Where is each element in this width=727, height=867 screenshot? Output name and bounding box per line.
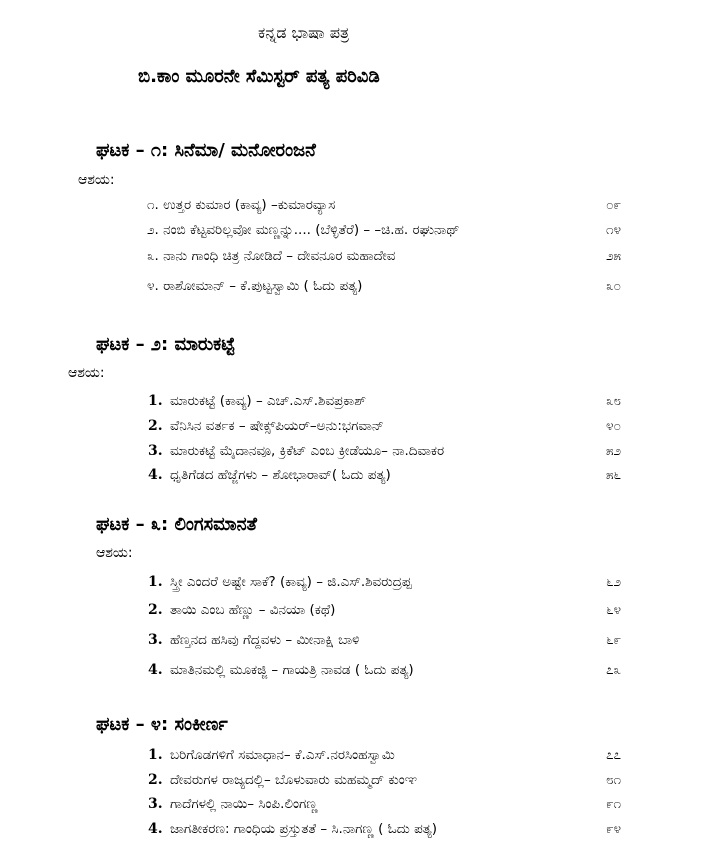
item-text: ಮಾರುಕಟ್ಟೆ ಮೈದಾನವೂ, ಕ್ರಿಕೆಟ್ ಎಂಬ ಕ್ರೀಡೆಯೂ– ನಾ.ದಿವಾಕರ xyxy=(170,443,445,459)
list-item xyxy=(0,772,727,794)
unit-heading: ಘಟಕ – ೪: ಸಂಕೀರ್ಣ xyxy=(96,714,228,735)
page-number: ೯೧ xyxy=(606,796,622,812)
list-item xyxy=(0,222,727,244)
item-number: 3. xyxy=(148,443,163,459)
item-number: 1. xyxy=(148,393,163,409)
item-number: 4. xyxy=(148,821,163,837)
page-number: ೫೬ xyxy=(606,467,622,483)
page-number: ೨೫ xyxy=(606,248,622,264)
list-item xyxy=(0,278,727,300)
item-text: ೧. ಉತ್ತರ ಕುಮಾರ (ಕಾವ್ಯ) –ಕುಮಾರವ್ಯಾಸ xyxy=(147,197,336,213)
objective-label: ಆಶಯ: xyxy=(78,172,115,188)
unit-heading: ಘಟಕ – ೨: ಮಾರುಕಟ್ಟೆ xyxy=(96,334,236,355)
item-number: 2. xyxy=(148,772,163,788)
item-number: 4. xyxy=(148,467,163,483)
item-text: ಹೆಣ್ತನದ ಹಸಿವು ಗೆದ್ದವಳು – ಮೀನಾಕ್ಷಿ ಬಾಳಿ xyxy=(170,632,360,648)
page-number: ೩೦ xyxy=(606,278,622,294)
page-number: ೩೮ xyxy=(606,393,622,409)
list-item xyxy=(0,443,727,465)
item-text: ೨. ನಂಬಿ ಕೆಟ್ಟವರಿಲ್ಲವೋ ಮಣ್ಣನ್ನು.... (ಬೆಳ್ಳಿತೆರೆ) – –ಚಿ.ಹ. ರಘುನಾಥ್ xyxy=(147,222,460,238)
page-number: ೬೪ xyxy=(606,602,622,618)
unit-heading: ಘಟಕ – ೧: ಸಿನೆಮಾ/ ಮನೋರಂಜನೆ xyxy=(96,140,316,161)
page-number: ೫೨ xyxy=(606,443,622,459)
item-number: 3. xyxy=(148,632,163,648)
page-title: ಕನ್ನಡ ಭಾಷಾ ಪತ್ರ xyxy=(258,23,350,42)
page-number: ೬೯ xyxy=(606,632,622,648)
item-number: 3. xyxy=(148,796,163,812)
list-item xyxy=(0,662,727,684)
item-text: ಧೃತಿಗೆಡದ ಹೆಜ್ಜೆಗಳು – ಶೋಭಾರಾವ್( ಓದು ಪತ್ಯ) xyxy=(170,467,391,483)
list-item xyxy=(0,467,727,489)
list-item xyxy=(0,602,727,624)
item-text: ೩. ನಾನು ಗಾಂಧಿ ಚಿತ್ರ ನೋಡಿದೆ – ದೇವನೂರ ಮಹಾದೇವ xyxy=(147,248,396,264)
item-text: ಸ್ತ್ರೀ ಎಂದರೆ ಅಷ್ಟೇ ಸಾಕೆ? (ಕಾವ್ಯ) – ಜಿ.ಎಸ್.ಶಿವರುದ್ರಪ್ಪ xyxy=(170,574,412,590)
item-number: 2. xyxy=(148,602,163,618)
item-text: ವೆನಿಸಿನ ವರ್ತಕ – ಷೇಕ್ಸ್‌ಪಿಯರ್–ಅನು:ಭಗವಾನ್ xyxy=(170,418,384,434)
unit-heading: ಘಟಕ – ೩: ಲಿಂಗಸಮಾನತೆ xyxy=(96,514,257,535)
item-text: ಮಾತಿನಮಲ್ಲಿ ಮೂಕಜ್ಜಿ – ಗಾಯತ್ರಿ ನಾವಡ ( ಓದು ಪತ್ಯ) xyxy=(170,662,414,678)
item-number: 2. xyxy=(148,418,163,434)
item-text: ದೇವರುಗಳ ರಾಜ್ಯದಲ್ಲಿ– ಬೊಳುವಾರು ಮಹಮ್ಮದ್ ಕುಂಞ xyxy=(170,772,418,788)
page-number: ೭೩ xyxy=(606,662,622,678)
page-subtitle: ಬಿ.ಕಾಂ ಮೂರನೇ ಸೆಮಿಸ್ಟರ್ ಪತ್ಯ ಪರಿವಿಡಿ xyxy=(138,66,380,87)
list-item xyxy=(0,574,727,596)
item-text: ಜಾಗತೀಕರಣ: ಗಾಂಧಿಯ ಪ್ರಸ್ತುತತೆ – ಸಿ.ನಾಗಣ್ಣ ( ಓದು ಪತ್ಯ) xyxy=(170,821,438,837)
item-text: ಗಾದೆಗಳಲ್ಲಿ ನಾಯಿ– ಸಿಂಪಿ.ಲಿಂಗಣ್ಣ xyxy=(170,796,318,812)
item-number: 1. xyxy=(148,747,163,763)
item-text: ೪. ರಾಶೋಮಾನ್ – ಕೆ.ಪುಟ್ಟಸ್ವಾಮಿ ( ಓದು ಪತ್ಯ) xyxy=(147,278,363,294)
item-number: 4. xyxy=(148,662,163,678)
objective-label: ಆಶಯ: xyxy=(68,365,105,381)
list-item xyxy=(0,248,727,270)
page-number: ೧೪ xyxy=(606,222,622,238)
list-item xyxy=(0,796,727,818)
list-item xyxy=(0,197,727,219)
page-number: ೮೧ xyxy=(606,772,622,788)
item-text: ಮಾರುಕಟ್ಟೆ (ಕಾವ್ಯ) – ಎಚ್.ಎಸ್.ಶಿವಪ್ರಕಾಶ್ xyxy=(170,393,366,409)
list-item xyxy=(0,747,727,769)
list-item xyxy=(0,393,727,415)
list-item xyxy=(0,632,727,654)
item-text: ಬರಿಗೊಡಗಳಿಗೆ ಸಮಾಧಾನ– ಕೆ.ಎಸ್.ನರಸಿಂಹಸ್ವಾಮಿ xyxy=(170,747,395,763)
item-text: ತಾಯಿ ಎಂಬ ಹೆಣ್ಣು – ವಿನಯಾ (ಕಥೆ) xyxy=(170,602,336,618)
item-number: 1. xyxy=(148,574,163,590)
list-item xyxy=(0,418,727,440)
objective-label: ಆಶಯ: xyxy=(96,545,133,561)
page-number: ೦೯ xyxy=(606,197,622,213)
page-number: ೯೪ xyxy=(606,821,622,837)
page-number: ೭೭ xyxy=(606,747,622,763)
page-number: ೬೨ xyxy=(606,574,622,590)
list-item xyxy=(0,821,727,843)
page-number: ೪೦ xyxy=(606,418,622,434)
